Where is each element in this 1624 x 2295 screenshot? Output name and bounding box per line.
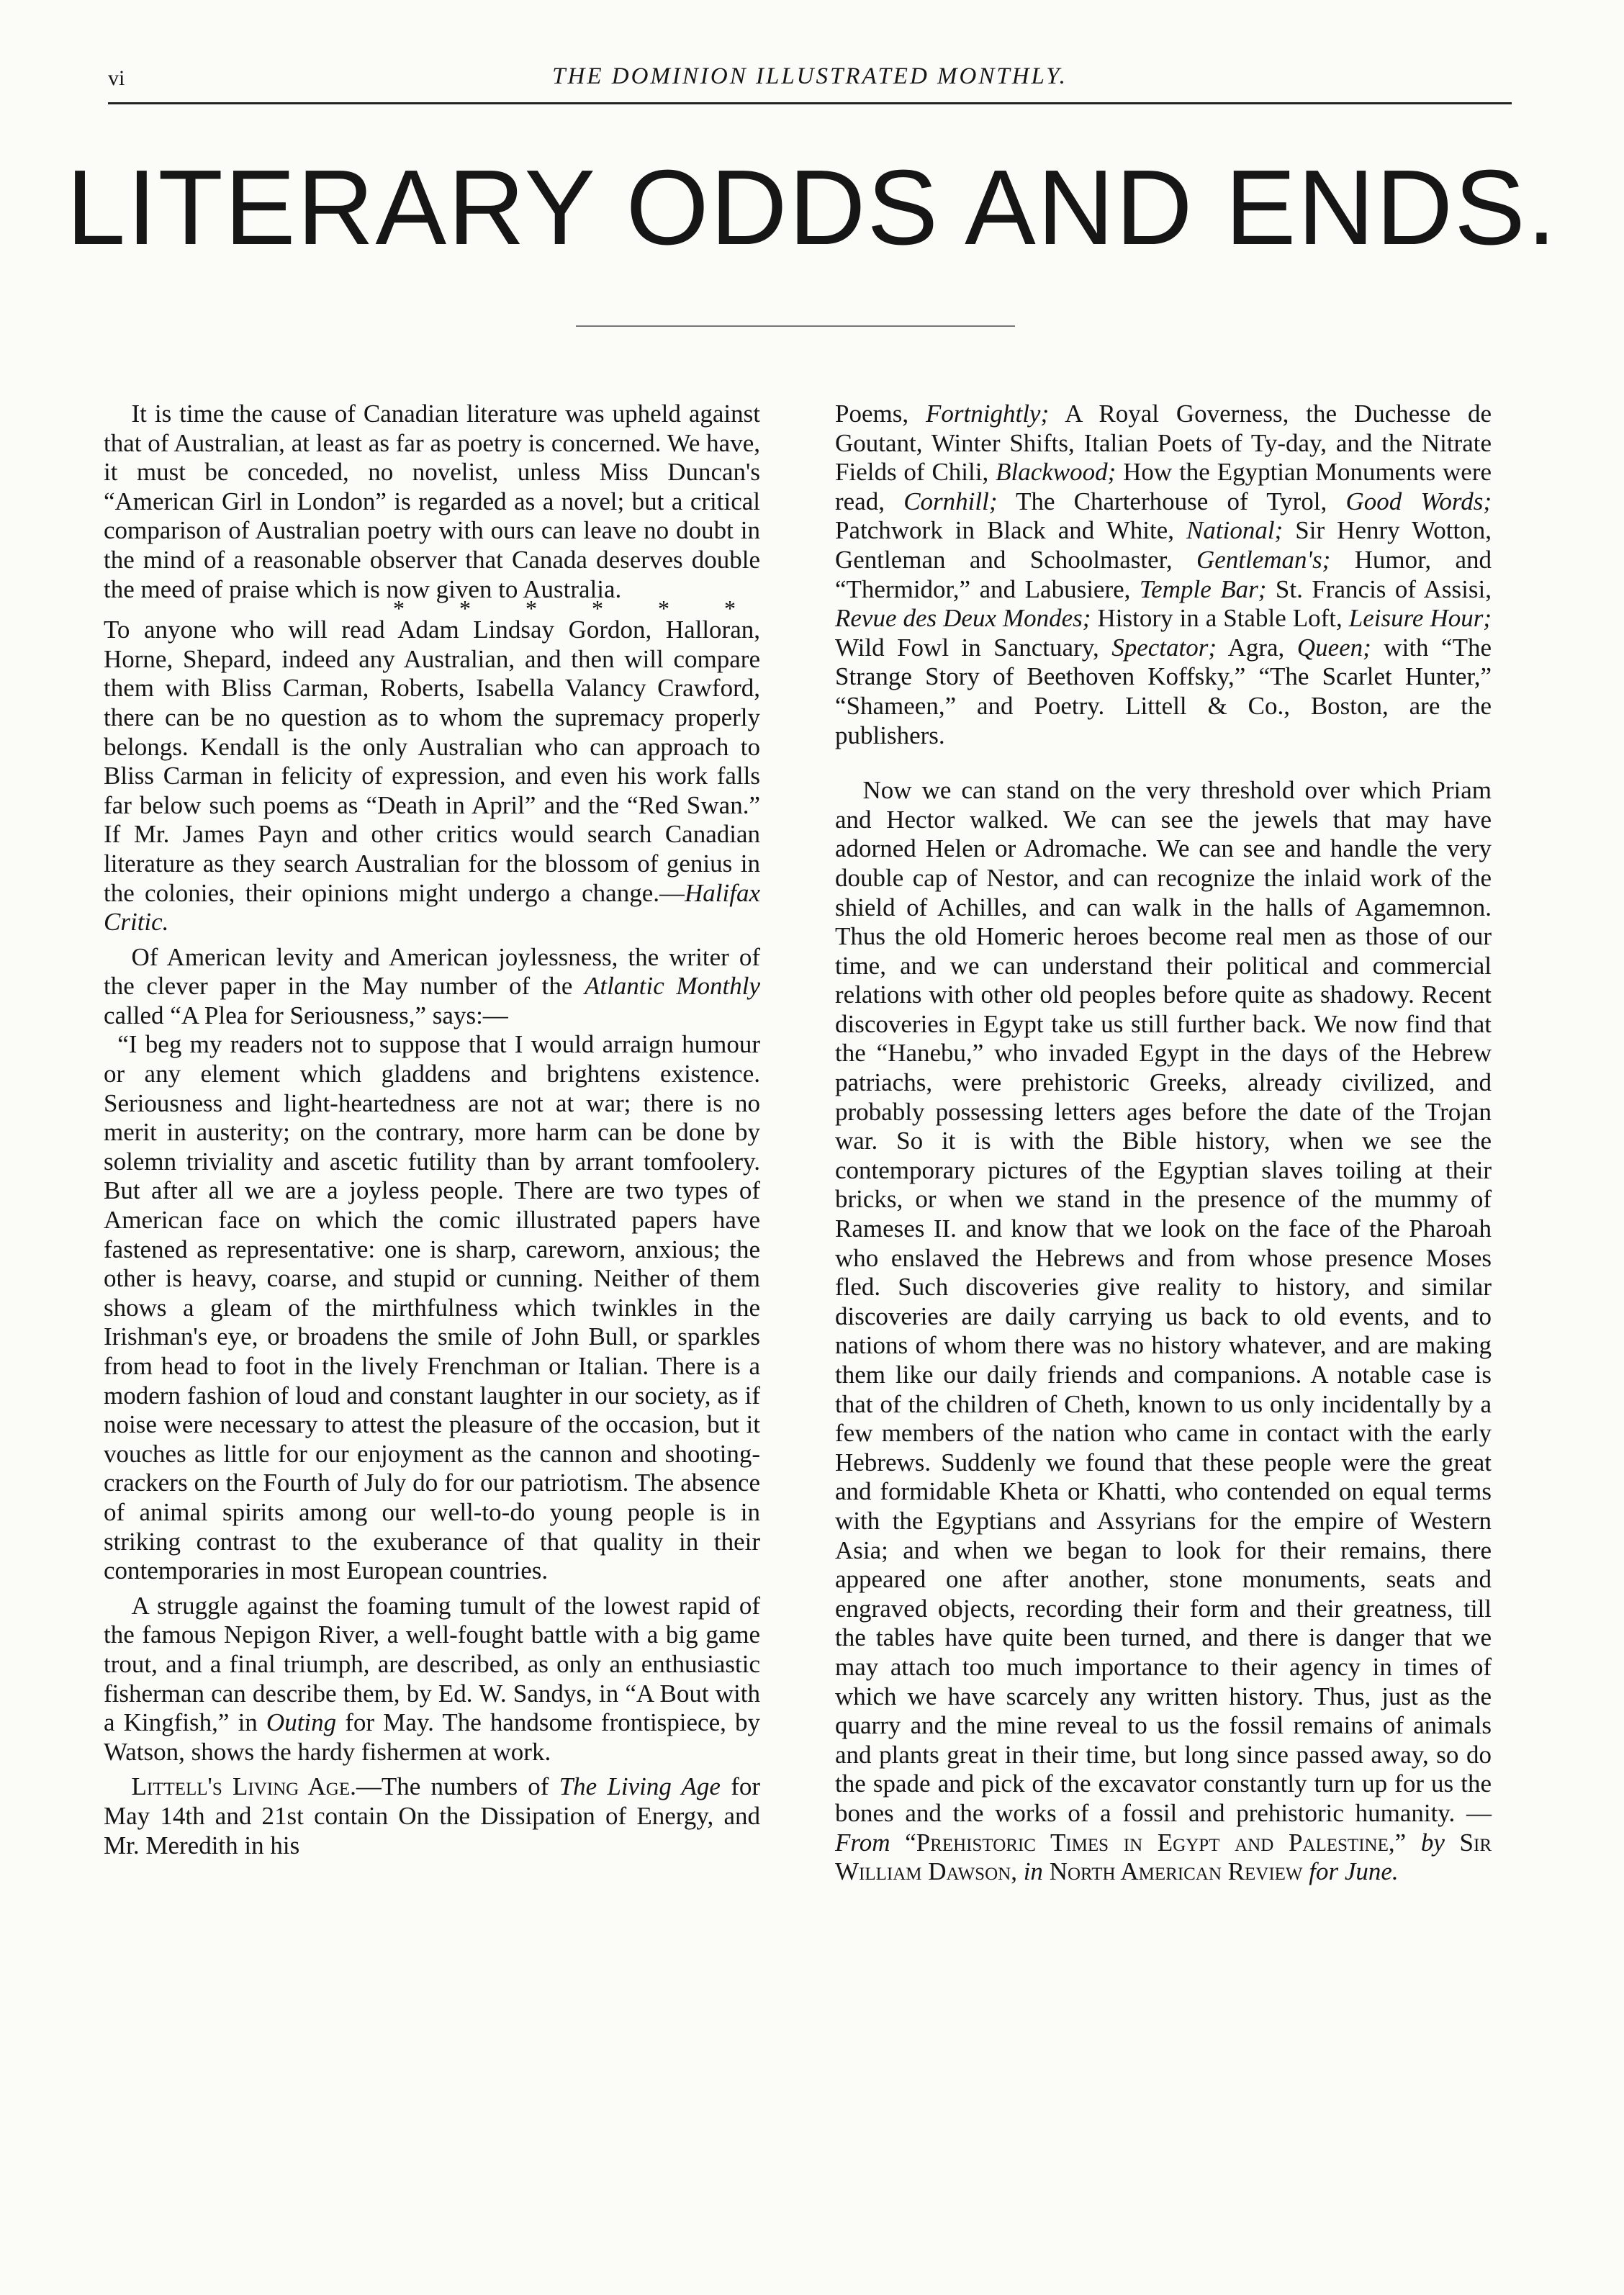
- right-column: [835, 400, 1492, 1887]
- page-folio: vi: [108, 66, 125, 90]
- contents-text: Humor, and “Thermidor,” and Labusiere,: [835, 545, 1492, 603]
- journal-title: THE DOMINION ILLUSTRATED MONTHLY.: [552, 63, 1068, 89]
- magazine-title: Atlantic Monthly: [584, 972, 760, 1001]
- paragraph-text: A struggle against the foaming tumult of the lowest rapid of the famous Nepigon River, a well-fought battle with a big game trout, and a final triumph, are described, as only an enthusiastic fisherman can describe them, by Ed. W. Sandys, in “A Bout with a Kingfish,” in: [104, 1591, 760, 1737]
- contents-text: History in a Stable Loft,: [1097, 604, 1343, 633]
- paragraph-australian-poets: [104, 616, 760, 937]
- source-title: “Prehistoric Times in Egypt and Palestine,”: [905, 1828, 1407, 1857]
- contents-text: Wild Fowl in Sanctuary,: [835, 633, 1099, 662]
- source-citation: by: [1420, 1828, 1445, 1857]
- source-review: North American Review: [1049, 1857, 1303, 1886]
- paragraph-text: To anyone who will read Adam Lindsay Gordon, Halloran, Horne, Shepard, indeed any Australian, and then will compare them with Bliss Carman, Roberts, Isabella Valancy Crawford, there can be no question as to whom the supremacy properly belongs. Kendall is the only Australian who can approach to Bliss Carman in felicity of expression, and even his work falls far below such poems as “Death in April” and the “Red Swan.” If Mr. James Payn and other critics would search Canadian literature as they search Australian for the blossom of genius in the colonies, their opinions might undergo a change.—: [104, 616, 760, 907]
- magazine-title: Temple Bar;: [1139, 574, 1267, 603]
- magazine-title: Fortnightly;: [926, 400, 1050, 428]
- magazine-title: The Living Age: [559, 1772, 721, 1801]
- contents-text: How the Egyptian Monuments were read,: [835, 458, 1492, 515]
- paragraph-quotation: “I beg my readers not to suppose that I would arraign humour or any element which gladdens and brightens existence. Seriousness and light-heartedness are not at war; there is no merit in austerity; on the contrary, more harm can be done by solemn triviality and ascetic futility than by arrant tomfoolery. But after all we are a joyless people. There are two types of American face on which the comic illustrated papers have fastened as representative: one is sharp, careworn, anxious; the other is heavy, coarse, and stupid or cunning. Neither of them shows a gleam of the mirthfulness which twinkles in the Irishman's eye, or broadens the smile of John Bull, or sparkles from head to foot in the lively Frenchman or Italian. There is a modern fashion of loud and constant laughter in our society, as if noise were necessary to attest the pleasure of the occasion, but it vouches as little for our enjoyment as the cannon and shooting-crackers on the Fourth of July do for our patriotism. The absence of animal spirits among our well-to-do young people is in striking contrast to the exuberance of that quality in their contemporaries in most European countries.: [104, 1030, 760, 1585]
- contents-text: A Royal Governess, the Duchesse de Goutant, Winter Shifts, Italian Poets of Ty-day, and the Nitrate Fields of Chili,: [835, 400, 1492, 487]
- source-citation: Halifax Critic.: [104, 878, 760, 937]
- title-divider: [576, 325, 1015, 327]
- paragraph-littells-living-age: [104, 1772, 760, 1860]
- contents-text: Agra,: [1227, 633, 1285, 662]
- paragraph-american-levity: [104, 943, 760, 1031]
- contents-text: The Charterhouse of Tyrol,: [1016, 487, 1327, 515]
- contents-text: Poems,: [835, 400, 909, 428]
- paragraph-text: for May. The handsome frontispiece, by Watson, shows the hardy fishermen at work.: [104, 1708, 760, 1766]
- contents-text: with “The Strange Story of Beethoven Koffsky,” “The Scarlet Hunter,” “Shameen,” and Poetry. Littell & Co., Boston, are the publishers.: [835, 633, 1492, 749]
- source-date: for June.: [1309, 1857, 1399, 1886]
- paragraph-text: —The numbers of: [356, 1772, 549, 1801]
- magazine-title: Spectator;: [1111, 633, 1217, 662]
- magazine-title: Queen;: [1296, 633, 1371, 662]
- article-title: LITERARY ODDS AND ENDS.: [66, 148, 1558, 267]
- magazine-title: Outing: [266, 1708, 337, 1737]
- contents-text: Sir Henry Wotton, Gentleman and Schoolmaster,: [835, 516, 1492, 574]
- paragraph-text: called “A Plea for Seriousness,” says:—: [104, 1001, 508, 1029]
- source-author: Sir William Dawson,: [835, 1828, 1492, 1886]
- running-head: [108, 60, 1512, 104]
- magazine-title: Blackwood;: [996, 458, 1116, 487]
- paragraph-text: Now we can stand on the very threshold over which Priam and Hector walked. We can see the jewels that may have adorned Helen or Adromache. We can see and handle the very double cap of Nestor, and can recognize the inlaid work of the shield of Achilles, and can walk in the halls of Agamemnon. Thus the old Homeric heroes become real men as those of our time, and we can understand their political and commercial relations with other old peoples before quite as shadowy. Recent discoveries in Egypt take us still further back. We now find that the “Hanebu,” who invaded Egypt in the days of the Hebrew patriachs, were prehistoric Greeks, already civilized, and probably possessing letters ages before the date of the Trojan war. So it is with the Bible history, when we see the contemporary pictures of the Egyptian slaves toiling at their bricks, or when we stand in the presence of the mummy of Rameses II. and know that we look on the face of the Pharoah who enslaved the Hebrews and from whose presence Moses fled. Such discoveries give reality to history, and similar discoveries are daily carrying us back to old events, and to nations of whom there was no history whatever, and are making them like our daily friends and companions. A notable case is that of the children of Cheth, known to us only incidentally by a few members of the nation who came in contact with the early Hebrews. Suddenly we found that these people were the great and formidable Kheta or Khatti, who contended on equal terms with the Egyptians and Assyrians for the empire of Western Asia; and when we began to look for their remains, there appeared one after another, stone monuments, seats and engraved objects, recording their form and their greatness, till the tables have quite been turned, and there is danger that we may attach too much importance to their agency in times of which we have scarcely any written history. Thus, just as the quarry and the mine reveal to us the fossil remains of animals and plants great in their time, but long since passed away, so do the spade and pick of the excavator constantly turn up for us the bones and the works of a fossil and prehistoric humanity. —: [835, 776, 1492, 1827]
- paragraph-contents-list: [835, 400, 1492, 750]
- magazine-title: Gentleman's;: [1196, 545, 1331, 574]
- contents-text: Patchwork in Black and White,: [835, 516, 1174, 545]
- left-column: [104, 400, 760, 1860]
- magazine-title: Good Words;: [1345, 487, 1492, 515]
- magazine-title: Cornhill;: [903, 487, 998, 515]
- magazine-title: Revue des Deux Mondes;: [835, 604, 1091, 633]
- source-citation: From: [835, 1828, 890, 1857]
- paragraph-canadian-literature: [104, 400, 760, 622]
- paragraph-homeric-discoveries: [835, 776, 1492, 1887]
- section-lead: Littell's Living Age.: [131, 1772, 356, 1801]
- magazine-title: Leisure Hour;: [1348, 604, 1492, 633]
- paragraph-text: for May 14th and 21st contain On the Dissipation of Energy, and Mr. Meredith in his: [104, 1772, 760, 1859]
- paragraph-nepigon-river: [104, 1592, 760, 1767]
- source-citation: in: [1023, 1857, 1043, 1886]
- magazine-title: National;: [1186, 516, 1284, 545]
- paragraph-text: Of American levity and American joylessness, the writer of the clever paper in the May number of the: [104, 942, 760, 1001]
- contents-text: St. Francis of Assisi,: [1275, 574, 1492, 603]
- section-stars: * * * * * *: [393, 595, 760, 622]
- paragraph-text: It is time the cause of Canadian literature was upheld against that of Australian, at least as far as poetry is concerned. We have, it must be conceded, no novelist, unless Miss Duncan's “American Girl in London” is regarded as a novel; but a critical comparison of Australian poetry with ours can leave no doubt in the mind of a reasonable observer that Canada deserves double the meed of praise which is now given to Australia.: [104, 400, 760, 603]
